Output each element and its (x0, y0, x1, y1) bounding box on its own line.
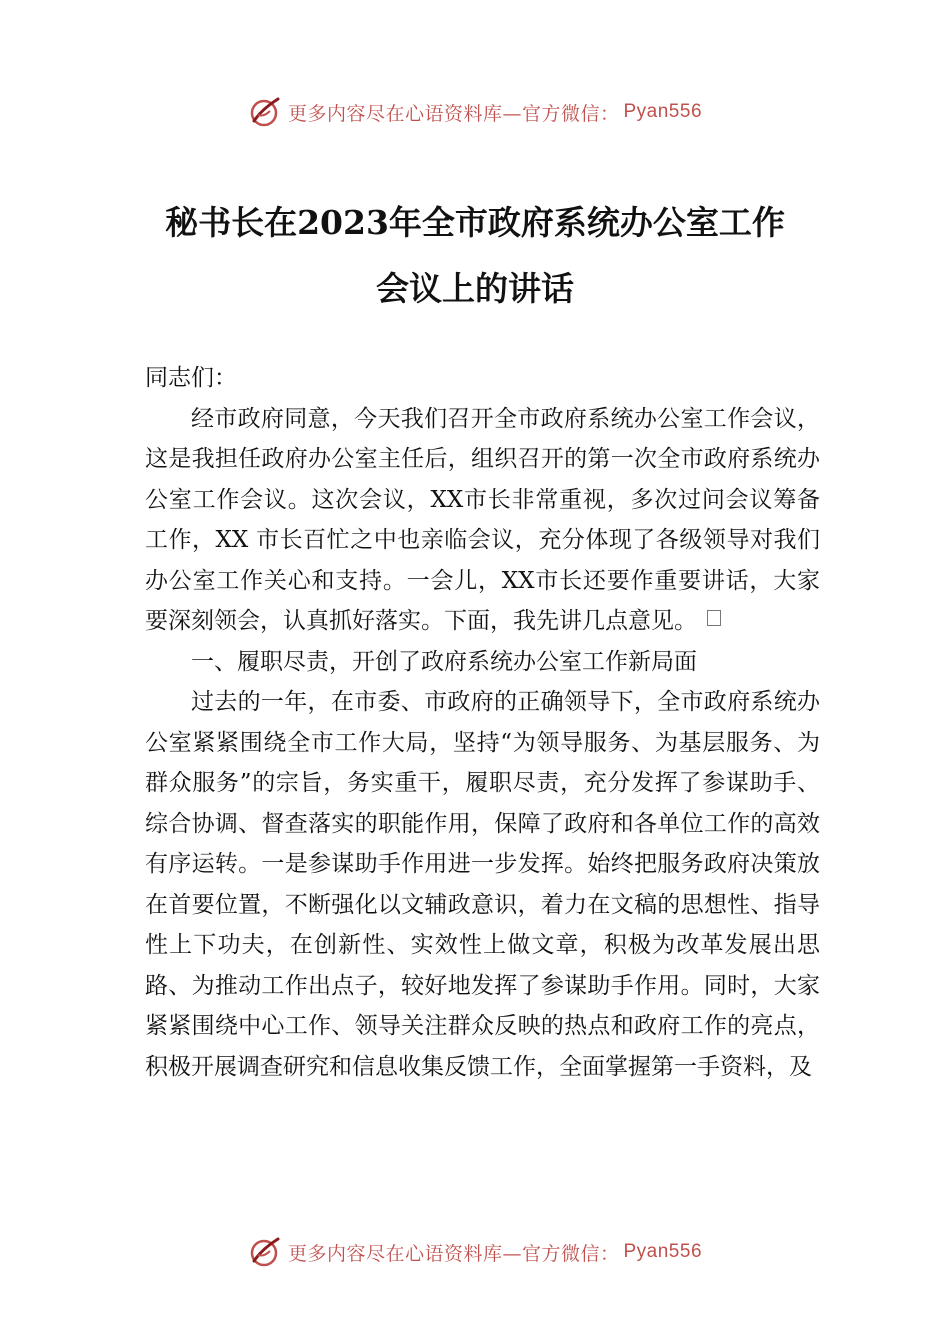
document-title (100, 190, 850, 322)
banner-text: 更多内容尽在心语资料库—官方微信： (287, 1242, 620, 1265)
brush-calligraphy-icon (248, 1235, 282, 1269)
wechat-id: Pyan556 (623, 101, 703, 122)
brush-calligraphy-icon (248, 95, 282, 129)
banner-text: 更多内容尽在心语资料库—官方微信： (287, 102, 620, 125)
title-line-1: 秘书长在2023年全市政府系统办公室工作 (165, 203, 785, 242)
placeholder-box-icon (707, 610, 721, 626)
salutation: 同志们： (145, 365, 237, 391)
title-line-2: 会议上的讲话 (376, 269, 574, 308)
section-heading: 一、履职尽责，开创了政府系统办公室工作新局面 (191, 648, 697, 675)
wechat-id: Pyan556 (623, 1241, 703, 1262)
header-banner (0, 95, 950, 129)
paragraph-2: 过去的一年，在市委、市政府的正确领导下，全市政府系统办公室紧紧围绕全市工作大局，坚持“为领导服务、为基层服务、为群众服务”的宗旨，务实重干，履职尽责，充分发挥了参谋助手、综合协调、督查落实的职能作用，保障了政府和各单位工作的高效有序运转。一是参谋助手作用进一步发挥。始终把服务政府决策放在首要位置，不断强化以文辅政意识，着力在文稿的思想性、指导性上下功夫，在创新性、实效性上做文章，积极为改革发展出思路、为推动工作出点子，较好地发挥了参谋助手作用。同时，大家紧紧围绕中心工作、领导关注群众反映的热点和政府工作的亮点，积极开展调查研究和信息收集反馈工作，全面掌握第一手资料，及 (145, 689, 820, 1080)
footer-banner (0, 1235, 950, 1269)
document-body (145, 358, 820, 1087)
paragraph-1: 经市政府同意，今天我们召开全市政府系统办公室工作会议，这是我担任政府办公室主任后，组织召开的第一次全市政府系统办公室工作会议。这次会议，XX市长非常重视，多次过问会议筹备工作，XX 市长百忙之中也亲临会议，充分体现了各级领导对我们办公室工作关心和支持。一会儿，XX市长还要作重要讲话，大家要深刻领会，认真抓好落实。下面，我先讲几点意见。 (145, 405, 820, 634)
